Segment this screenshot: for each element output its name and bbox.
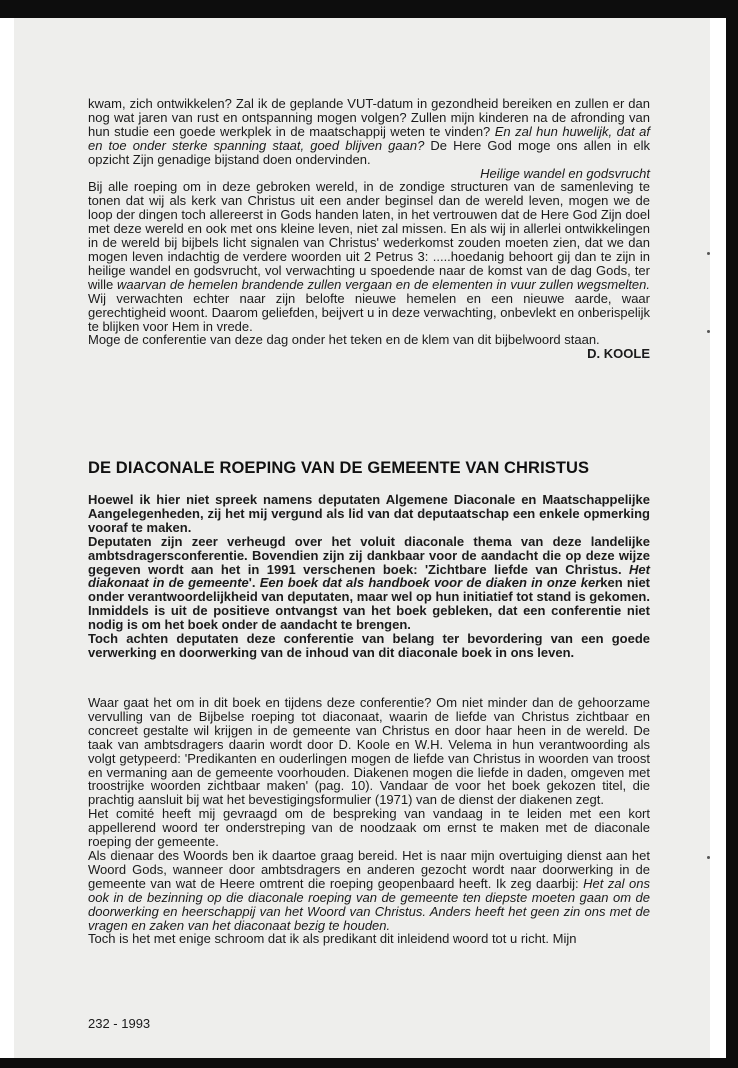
article-body (88, 696, 650, 946)
author-signature: D. KOOLE (587, 346, 650, 362)
closing-section (88, 97, 650, 361)
paragraph: Bij alle roeping om in deze gebroken wereld, in de zondige structuren van de samenleving te tonen dat wij als kerk van Christus uit een ander beginsel dan de wereld leven, mogen we de loop der dingen toch allereerst in Gods handen laten, in het vertrouwen dat de Here God Zijn doel met deze wereld en ook met ons kleine leven, niet zal missen. En als wij in allerlei ontwikkelingen in de wereld bij bijbels licht signalen van Christus' wederkomst zouden moeten zien, dat we dan mogen leven indachtig de verdere woorden uit 2 Petrus 3: .....hoedanig behoort gij dan te zijn in heilige wandel en godsvrucht, vol verwachting u spoedende naar de komst van de dag Gods, ter wille waarvan de hemelen brandende zullen vergaan en de elementen in vuur zullen wegsmelten. Wij verwachten echter naar zijn belofte nieuwe hemelen en een nieuwe aarde, waar gerechtigheid woont. Daarom geliefden, beijvert u in deze verwachting, onbevlekt en onberispelijk te blijken voor Hem in vrede. (88, 179, 650, 334)
paragraph: kwam, zich ontwikkelen? Zal ik de geplande VUT-datum in gezondheid bereiken en zullen er dan nog wat jaren van rust en ontspanning mogen volgen? Zullen mijn kinderen na de afronding van hun studie een goede werkplek in de maatschappij weten te vinden? En zal hun huwelijk, dat af en toe onder sterke spanning staat, goed blijven gaan? De Here God moge ons allen in elk opzicht Zijn genadige bijstand doen ondervinden. (88, 96, 650, 167)
margin-dot (707, 330, 710, 333)
italic-span: Een boek dat als handboek voor de diaken in onze ker (259, 575, 601, 591)
page-number: 232 - 1993 (88, 1016, 151, 1031)
margin-dot (707, 252, 710, 255)
article-intro (88, 493, 650, 660)
section-subheading: Heilige wandel en godsvrucht (480, 165, 650, 181)
article-title: DE DIACONALE ROEPING VAN DE GEMEENTE VAN CHRISTUS (88, 459, 590, 477)
italic-span: Het zal ons ook in de bezinning op die diaconale roeping van de gemeente ten diepste moeten gaan om de doorwerking en heerschappij van het Woord van Christus. Anders heeft het geen zin ons met de vragen en zaken van het diaconaat bezig te houden. (88, 875, 650, 933)
italic-span: En zal hun huwelijk, dat af en toe onder sterke spanning staat, goed blijven gaan? (88, 123, 650, 153)
paragraph: Hoewel ik hier niet spreek namens deputaten Algemene Diaconale en Maatschappelijke Aangelegenheden, zij het mij vergund als lid van dat deputaatschap een enkele opmerking vooraf te maken. (88, 492, 650, 535)
italic-span: Het diakonaat in de gemeente (88, 561, 650, 591)
paragraph: Toch is het met enige schroom dat ik als predikant dit inleidend woord tot u richt. Mijn (88, 931, 577, 947)
scan-border-right (726, 0, 738, 1068)
paragraph: Moge de conferentie van deze dag onder het teken en de klem van dit bijbelwoord staan. (88, 332, 600, 348)
paragraph: Als dienaar des Woords ben ik daartoe graag bereid. Het is naar mijn overtuiging dienst aan het Woord Gods, wanneer door ambtsdragers en anderen gezocht wordt naar doorwerking in de gemeente van wat de Heere omtrent die roeping geopenbaard heeft. Ik zeg daarbij: Het zal ons ook in de bezinning op die diaconale roeping van de gemeente ten diepste moeten gaan om de doorwerking en heerschappij van het Woord van Christus. Anders heeft het geen zin ons met de vragen en zaken van het diaconaat bezig te houden. (88, 847, 650, 933)
scan-border-bottom (0, 1058, 738, 1068)
margin-dot (707, 856, 710, 859)
paragraph: Het comité heeft mij gevraagd om de bespreking van vandaag in te leiden met een kort appellerend woord ter onderstreping van de noodzaak om ernst te maken met de diaconale roeping der gemeente. (88, 806, 650, 850)
paragraph: Inmiddels is uit de positieve ontvangst van het boek gebleken, dat een conferentie niet nodig is om het boek onder de aandacht te brengen. (88, 603, 650, 633)
scan-border-top (0, 0, 738, 18)
paragraph: Toch achten deputaten deze conferentie van belang ter bevordering van een goede verwerking en doorwerking van de inhoud van dit diaconale boek in ons leven. (88, 631, 650, 660)
italic-span: waarvan de hemelen brandende zullen vergaan en de elementen in vuur zullen wegsmelten. (117, 276, 650, 292)
paragraph: Deputaten zijn zeer verheugd over het voluit diaconale thema van deze landelijke ambtsdragersconferentie. Bovendien zijn zij dankbaar voor de aandacht die op deze wijze gegeven wordt aan het in 1991 verschenen boek: 'Zichtbare liefde van Christus. Het diakonaat in de gemeente'. Een boek dat als handboek voor de diaken in onze kerken niet onder verantwoordelijkheid van deputaten, maar wel op hun initiatief tot stand is gekomen. (88, 533, 650, 605)
paragraph: Waar gaat het om in dit boek en tijdens deze conferentie? Om niet minder dan de gehoorzame vervulling van de Bijbelse roeping tot diaconaat, waarin de liefde van Christus zichtbaar en concreet gestalte wil krijgen in de gemeente van Christus en door haar heen in de wereld. De taak van ambtsdragers daarin wordt door D. Koole en W.H. Velema in hun verantwoording als volgt getypeerd: 'Predikanten en ouderlingen mogen de liefde van Christus in woorden van troost en vermaning aan de gemeente voorhouden. Diakenen mogen die liefde in daden, omgeven met troostrijke woorden zichtbaar maken' (pag. 10). Vandaar de voor het boek gekozen titel, die prachtig aansluit bij wat het bevestigingsformulier (1971) van de dienst der diakenen zegt. (88, 695, 650, 808)
